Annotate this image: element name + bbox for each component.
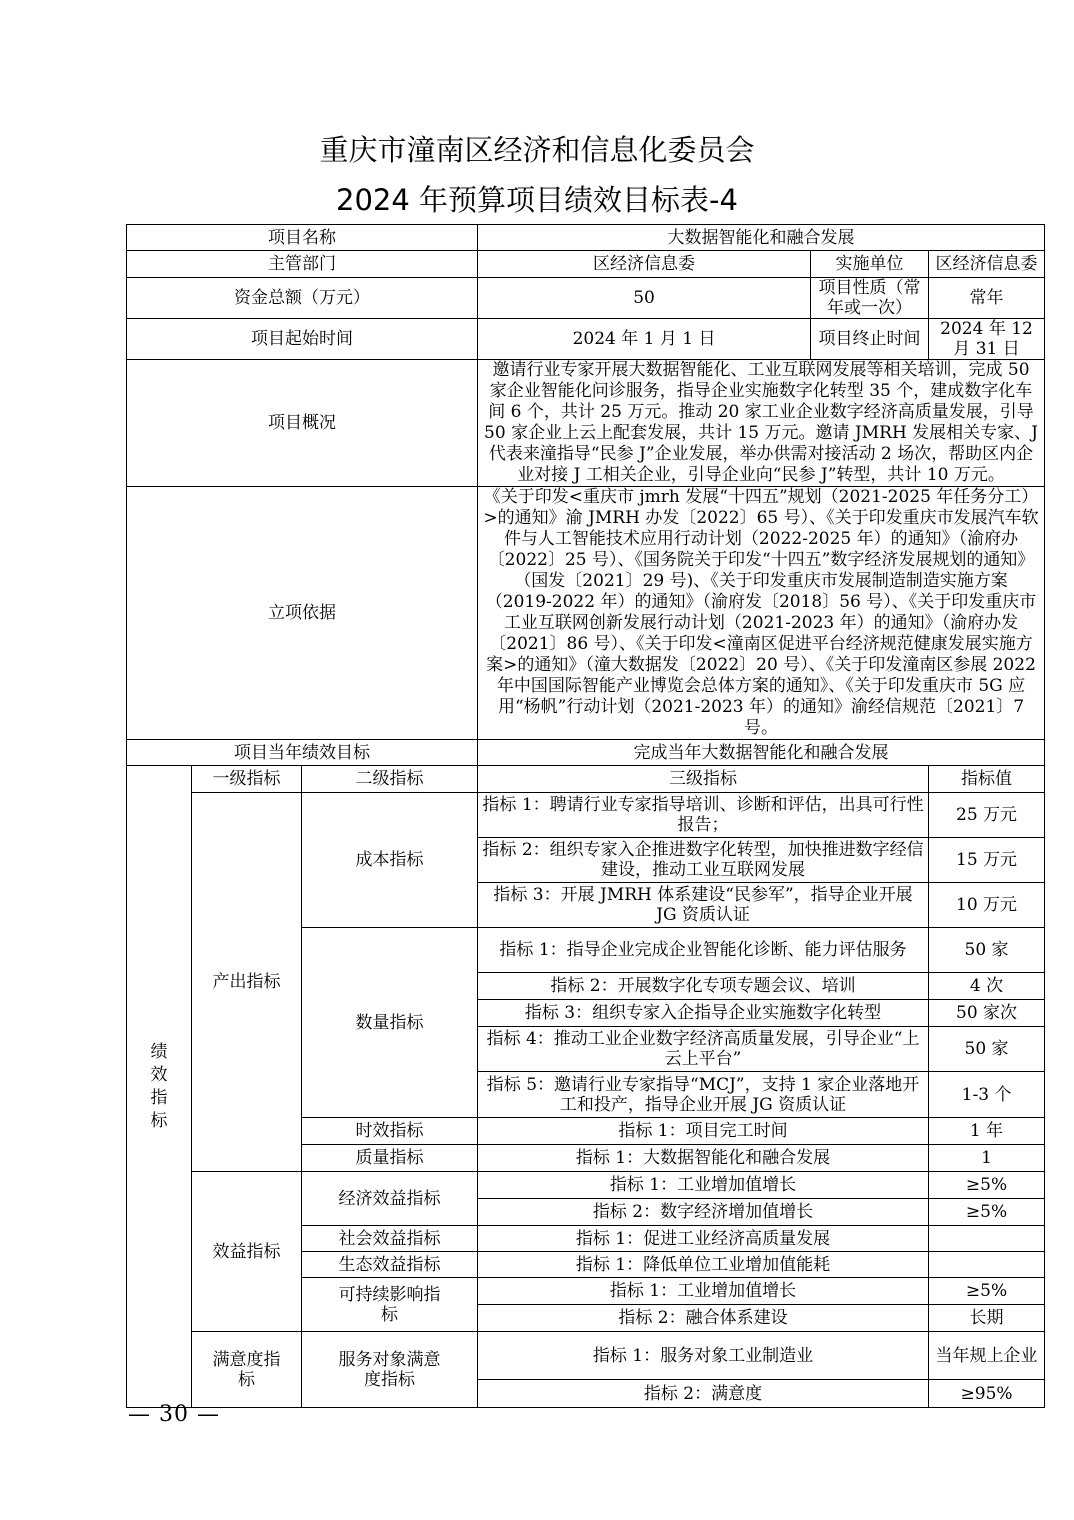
indicator-side-label-text: 绩效指标: [150, 1041, 168, 1131]
indicator-value: ≥95%: [929, 1380, 1045, 1408]
indicator-value: 50 家次: [929, 1000, 1045, 1027]
funds-value: 50: [478, 278, 811, 319]
start-label: 项目起始时间: [127, 319, 478, 360]
impl-unit-value: 区经济信息委: [929, 251, 1045, 278]
indicator-value: 1: [929, 1145, 1045, 1172]
level1-output: 产出指标: [192, 793, 302, 1172]
indicator-text: 指标 4：推动工业企业数字经济高质量发展，引导企业“上云上平台”: [478, 1027, 929, 1072]
goal-value: 完成当年大数据智能化和融合发展: [478, 740, 1045, 766]
level2-social: 社会效益指标: [302, 1226, 478, 1252]
dept-value: 区经济信息委: [478, 251, 811, 278]
indicator-value: [929, 1252, 1045, 1278]
document-subtitle: 2024 年预算项目绩效目标表-4: [336, 183, 738, 217]
indicator-text: 指标 2：数字经济增加值增长: [478, 1199, 929, 1226]
level2-cost: 成本指标: [302, 793, 478, 928]
overview-text: 邀请行业专家开展大数据智能化、工业互联网发展等相关培训，完成 50 家企业智能化问诊服务，指导企业实施数字化转型 35 个，建成数字化车间 6 个，共计 25 万元。推动 20 家工业企业数字经济高质量发展，引导 50 家企业上云上配套发展，共计 15 万元。邀请 JMRH 发展相关专家、J 代表来潼指导“民参 J”企业发展，举办供需对接活动 2 场次，帮助区内企业对接 J 工相关企业，引导企业向“民参 J”转型，共计 10 万元。: [478, 360, 1045, 487]
level2-ecological: 生态效益指标: [302, 1252, 478, 1278]
level2-economic: 经济效益指标: [302, 1172, 478, 1226]
indicator-value: 15 万元: [929, 838, 1045, 883]
level2-sustainable: [302, 1278, 478, 1332]
indicator-text: 指标 2：融合体系建设: [478, 1305, 929, 1332]
project-name-value: 大数据智能化和融合发展: [478, 225, 1045, 251]
level1-satisfaction: [192, 1332, 302, 1408]
indicator-value: 50 家: [929, 928, 1045, 973]
indicator-text: 指标 2：开展数字化专项专题会议、培训: [478, 973, 929, 1000]
indicator-text: 指标 1：工业增加值增长: [478, 1172, 929, 1199]
indicator-text: 指标 3：开展 JMRH 体系建设“民参军”，指导企业开展 JG 资质认证: [478, 883, 929, 928]
indicator-value: 当年规上企业: [929, 1332, 1045, 1380]
end-label: 项目终止时间: [811, 319, 929, 360]
indicator-text: 指标 1：服务对象工业制造业: [478, 1332, 929, 1380]
indicator-value: 长期: [929, 1305, 1045, 1332]
col-header-level2: 二级指标: [302, 766, 478, 793]
indicator-value: 1 年: [929, 1118, 1045, 1145]
indicator-text: 指标 3：组织专家入企指导企业实施数字化转型: [478, 1000, 929, 1027]
start-value: 2024 年 1 月 1 日: [478, 319, 811, 360]
indicator-value: ≥5%: [929, 1278, 1045, 1305]
indicator-value: ≥5%: [929, 1199, 1045, 1226]
page-number: — 30 —: [128, 1402, 220, 1427]
performance-target-table: [126, 224, 1045, 1408]
level2-quantity: 数量指标: [302, 928, 478, 1118]
overview-label: 项目概况: [127, 360, 478, 487]
indicator-text: 指标 1：促进工业经济高质量发展: [478, 1226, 929, 1252]
col-header-level3: 三级指标: [478, 766, 929, 793]
indicator-value: ≥5%: [929, 1172, 1045, 1199]
level1-benefit: 效益指标: [192, 1172, 302, 1332]
project-name-label: 项目名称: [127, 225, 478, 251]
end-value: 2024 年 12 月 31 日: [929, 319, 1045, 360]
dept-label: 主管部门: [127, 251, 478, 278]
basis-text: 《关于印发<重庆市 jmrh 发展“十四五”规划（2021-2025 年任务分工）>的通知》渝 JMRH 办发〔2022〕65 号）、《关于印发重庆市发展汽车软件与人工智能技术应用行动计划（2022-2025 年）的通知》（渝府办〔2022〕25 号）、《国务院关于印发“十四五”数字经济发展规划的通知》（国发〔2021〕29 号)、《关于印发重庆市发展制造制造实施方案（2019-2022 年）的通知》（渝府发〔2018〕56 号）、《关于印发重庆市工业互联网创新发展行动计划（2021-2023 年）的通知》（渝府办发〔2021〕86 号）、《关于印发<潼南区促进平台经济规范健康发展实施方案>的通知》（潼大数据发〔2022〕20 号）、《关于印发潼南区参展 2022 年中国国际智能产业博览会总体方案的通知》、《关于印发重庆市 5G 应用“杨帆”行动计划（2021-2023 年）的通知》渝经信规范〔2021〕7 号。: [478, 487, 1045, 740]
indicator-text: 指标 1：项目完工时间: [478, 1118, 929, 1145]
level2-timeliness: 时效指标: [302, 1118, 478, 1145]
indicator-value: 4 次: [929, 973, 1045, 1000]
indicator-text: 指标 2：组织专家入企推进数字化转型，加快推进数字经信建设，推动工业互联网发展: [478, 838, 929, 883]
indicator-text: 指标 1：大数据智能化和融合发展: [478, 1145, 929, 1172]
nature-value: 常年: [929, 278, 1045, 319]
impl-unit-label: 实施单位: [811, 251, 929, 278]
funds-label: 资金总额（万元）: [127, 278, 478, 319]
indicator-side-label: [127, 766, 192, 1408]
level1-satisfaction-text: 满意度指标: [212, 1349, 281, 1390]
basis-label: 立项依据: [127, 487, 478, 740]
col-header-value: 指标值: [929, 766, 1045, 793]
indicator-text: 指标 1：降低单位工业增加值能耗: [478, 1252, 929, 1278]
indicator-value: 10 万元: [929, 883, 1045, 928]
indicator-value: [929, 1226, 1045, 1252]
nature-label: 项目性质（常年或一次）: [811, 278, 929, 319]
indicator-text: 指标 2：满意度: [478, 1380, 929, 1408]
level2-service-satisfaction-text: 服务对象满意度指标: [338, 1349, 441, 1390]
indicator-text: 指标 1：工业增加值增长: [478, 1278, 929, 1305]
level2-service-satisfaction: [302, 1332, 478, 1408]
indicator-text: 指标 1：聘请行业专家指导培训、诊断和评估，出具可行性报告；: [478, 793, 929, 838]
indicator-value: 1-3 个: [929, 1072, 1045, 1118]
level2-sustainable-text: 可持续影响指标: [338, 1284, 441, 1325]
col-header-level1: 一级指标: [192, 766, 302, 793]
level2-quality: 质量指标: [302, 1145, 478, 1172]
indicator-text: 指标 5：邀请行业专家指导“MCJ”，支持 1 家企业落地开工和投产，指导企业开展 JG 资质认证: [478, 1072, 929, 1118]
indicator-value: 50 家: [929, 1027, 1045, 1072]
goal-label: 项目当年绩效目标: [127, 740, 478, 766]
document-title: 重庆市潼南区经济和信息化委员会: [319, 133, 755, 167]
indicator-value: 25 万元: [929, 793, 1045, 838]
indicator-text: 指标 1：指导企业完成企业智能化诊断、能力评估服务: [478, 928, 929, 973]
